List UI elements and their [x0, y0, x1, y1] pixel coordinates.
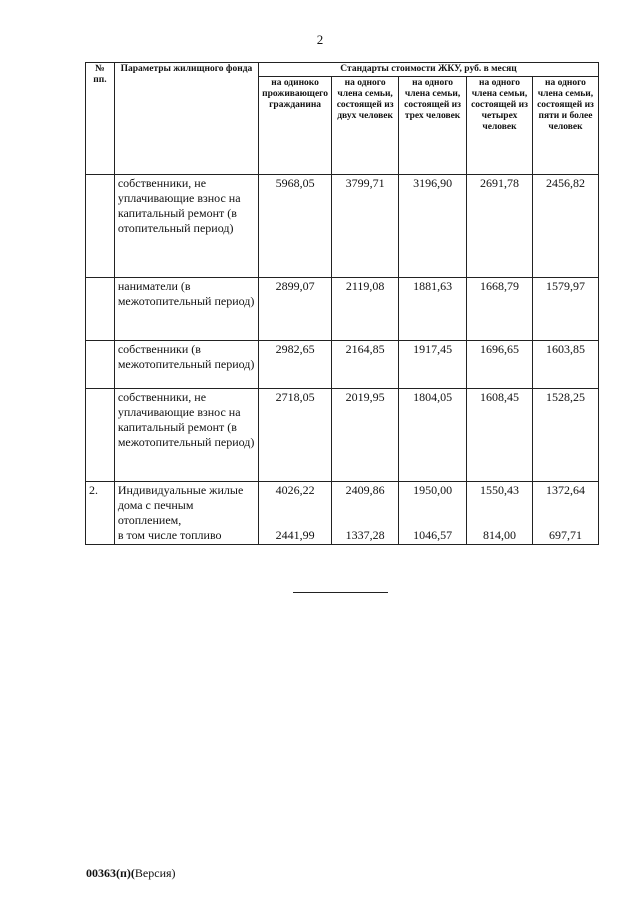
cell-value	[532, 482, 598, 545]
row-label: собственники (в межотопительный период)	[114, 341, 258, 389]
housing-standards-table	[85, 62, 599, 545]
cell-value: 5968,05	[259, 175, 332, 278]
page-number: 2	[316, 32, 324, 47]
footer-version: Версия)	[134, 866, 176, 880]
table-row	[86, 278, 599, 341]
header-col-5: на одного члена семьи, состоящей из пяти и более человек	[532, 77, 598, 175]
row-label: собственники, не уплачивающие взнос на капитальный ремонт (в межотопительный период)	[114, 389, 258, 482]
header-num: № пп.	[86, 63, 115, 175]
value-fuel: 1046,57	[413, 528, 453, 542]
cell-value: 1608,45	[467, 389, 533, 482]
value-fuel: 2441,99	[275, 528, 315, 542]
value-main: 2409,86	[345, 483, 385, 497]
cell-value: 1881,63	[399, 278, 467, 341]
cell-value: 2899,07	[259, 278, 332, 341]
row-num	[86, 389, 115, 482]
value-main: 1950,00	[413, 483, 453, 497]
table-header-row	[86, 63, 599, 77]
row-num	[86, 341, 115, 389]
row-label: собственники, не уплачивающие взнос на капитальный ремонт (в отопительный период)	[114, 175, 258, 278]
cell-value: 1579,97	[532, 278, 598, 341]
cell-value	[467, 482, 533, 545]
end-divider	[293, 592, 388, 593]
value-main: 4026,22	[275, 483, 315, 497]
table-row	[86, 482, 599, 545]
header-col-4: на одного члена семьи, состоящей из четырех человек	[467, 77, 533, 175]
cell-value: 2691,78	[467, 175, 533, 278]
cell-value	[399, 482, 467, 545]
row-label	[114, 482, 258, 545]
table-row	[86, 175, 599, 278]
cell-value: 2982,65	[259, 341, 332, 389]
cell-value: 1528,25	[532, 389, 598, 482]
value-main: 1372,64	[545, 483, 585, 497]
header-col-1: на одиноко проживающего гражданина	[259, 77, 332, 175]
document-footer	[86, 866, 176, 881]
cell-value: 2718,05	[259, 389, 332, 482]
header-standards: Стандарты стоимости ЖКУ, руб. в месяц	[259, 63, 599, 77]
value-fuel: 1337,28	[345, 528, 385, 542]
cell-value: 1696,65	[467, 341, 533, 389]
cell-value: 1668,79	[467, 278, 533, 341]
cell-value: 2019,95	[332, 389, 399, 482]
header-col-2: на одного члена семьи, состоящей из двух человек	[332, 77, 399, 175]
cell-value	[259, 482, 332, 545]
row-label-sub: в том числе топливо	[117, 528, 222, 542]
cell-value: 1804,05	[399, 389, 467, 482]
row-num	[86, 175, 115, 278]
cell-value: 2456,82	[532, 175, 598, 278]
row-num	[86, 278, 115, 341]
cell-value: 1917,45	[399, 341, 467, 389]
footer-code: 00363(п)(	[86, 866, 135, 880]
row-label-main: Индивидуальные жилые дома с печным отоплением,	[117, 483, 244, 527]
cell-value: 3799,71	[332, 175, 399, 278]
cell-value: 3196,90	[399, 175, 467, 278]
table-row	[86, 341, 599, 389]
row-num: 2.	[86, 482, 115, 545]
cell-value: 2164,85	[332, 341, 399, 389]
cell-value	[332, 482, 399, 545]
header-params: Параметры жилищного фонда	[114, 63, 258, 175]
value-fuel: 814,00	[483, 528, 516, 542]
value-fuel: 697,71	[548, 528, 582, 542]
header-col-3: на одного члена семьи, состоящей из трех человек	[399, 77, 467, 175]
value-main: 1550,43	[480, 483, 519, 497]
table-row	[86, 389, 599, 482]
cell-value: 1603,85	[532, 341, 598, 389]
cell-value: 2119,08	[332, 278, 399, 341]
row-label: наниматели (в межотопительный период)	[114, 278, 258, 341]
